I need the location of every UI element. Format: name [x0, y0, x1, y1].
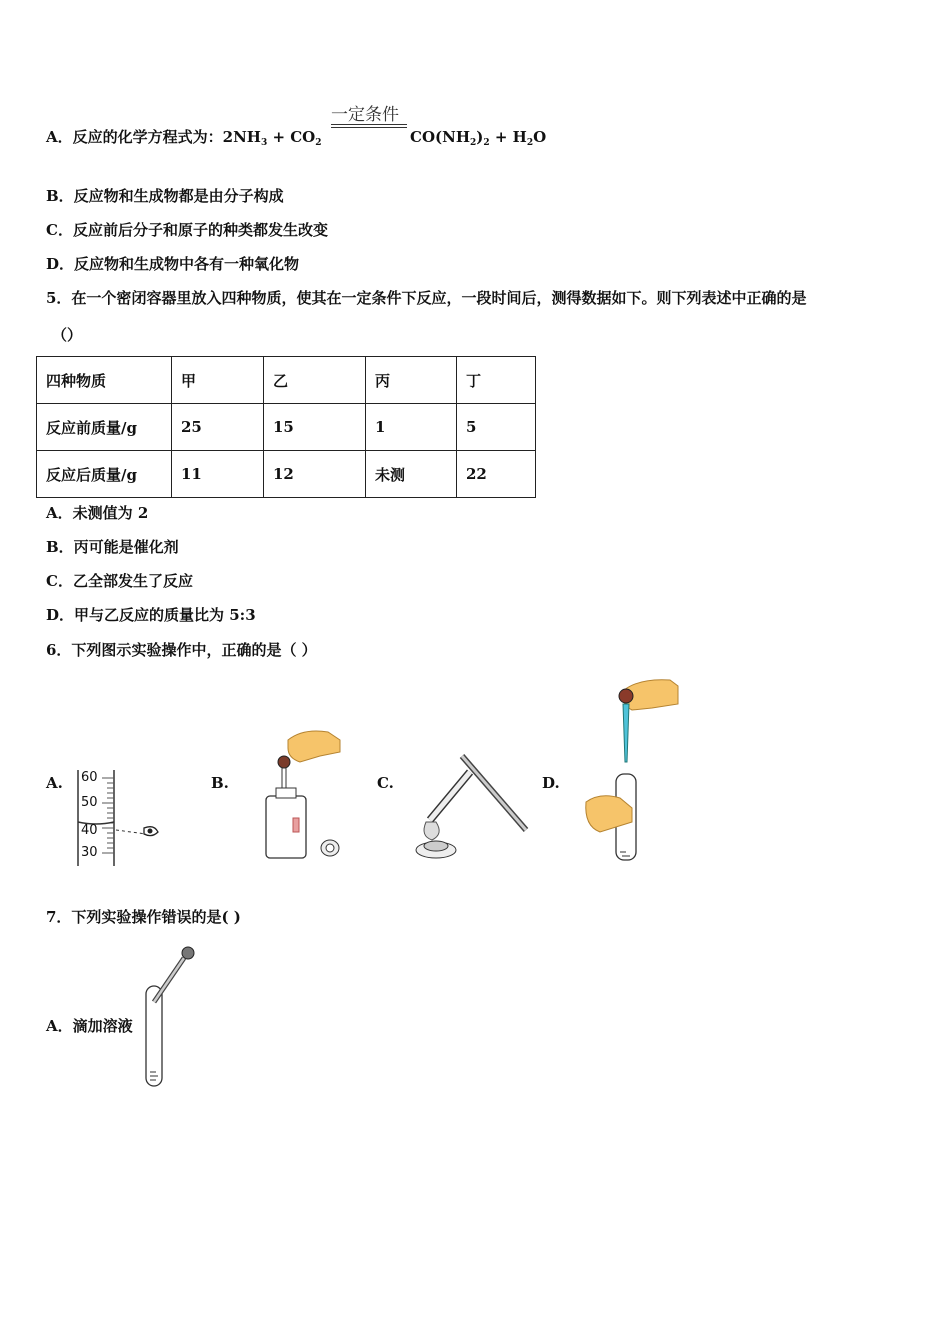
dropper-into-test-tube-icon: [580, 676, 680, 866]
q6-option-d-label[interactable]: D.: [542, 774, 560, 792]
dropper-tilted-into-tube-icon: [140, 942, 204, 1092]
table-cell: 反应前质量/g: [37, 404, 172, 451]
equation-arrow-bar-top: [331, 124, 407, 125]
q5-option-c[interactable]: C．乙全部发生了反应: [46, 572, 193, 590]
q4-option-a-product: $CO(NH_2)_2 + H_2O$: [410, 128, 547, 148]
table-row: [37, 451, 536, 498]
table-header-cell: 甲: [172, 357, 264, 404]
q5-stem: 5．在一个密闭容器里放入四种物质，使其在一定条件下反应，一段时间后，测得数据如下。则下列表述中正确的是: [46, 289, 807, 307]
q6-option-a-label[interactable]: A.: [46, 774, 63, 792]
table-cell: 25: [172, 404, 264, 451]
table-cell: 11: [172, 451, 264, 498]
table-header-cell: 丁: [457, 357, 536, 404]
equation-arrow-bar-bottom: [331, 127, 407, 128]
q6-figure-c-heating-tube: [410, 750, 535, 864]
q7-figure-a-dropping: [140, 942, 204, 1092]
table-header-cell: 乙: [264, 357, 366, 404]
q7-stem: 7．下列实验操作错误的是( ): [46, 908, 241, 926]
q6-figure-a-cylinder: [74, 768, 164, 868]
table-header-cell: 四种物质: [37, 357, 172, 404]
table-row: [37, 404, 536, 451]
reaction-condition: 一定条件: [331, 105, 399, 125]
q5-option-b[interactable]: B．丙可能是催化剂: [46, 538, 179, 556]
table-cell: 反应后质量/g: [37, 451, 172, 498]
q6-option-b-label[interactable]: B.: [211, 774, 229, 792]
table-cell: 未测: [366, 451, 457, 498]
q6-figure-b-dropper-bottle: [258, 726, 348, 864]
q5-blank: （）: [52, 326, 83, 344]
table-cell: 22: [457, 451, 536, 498]
table-header-row: [37, 357, 536, 404]
q6-option-c-label[interactable]: C.: [377, 774, 394, 792]
q6-figure-d-dropping: [580, 676, 680, 866]
q4-option-d[interactable]: D．反应物和生成物中各有一种氧化物: [46, 255, 300, 273]
cylinder-tick-40: 40: [81, 823, 98, 838]
dropper-bottle-icon: [258, 726, 348, 864]
alcohol-lamp-test-tube-icon: [410, 750, 535, 864]
q4-option-c[interactable]: C．反应前后分子和原子的种类都发生改变: [46, 221, 328, 239]
q6-stem: 6．下列图示实验操作中，正确的是（ ）: [46, 641, 317, 659]
cylinder-tick-30: 30: [81, 845, 98, 860]
table-cell: 12: [264, 451, 366, 498]
table-cell: 1: [366, 404, 457, 451]
q7-option-a[interactable]: A．滴加溶液: [46, 1017, 133, 1035]
q5-data-table: [36, 356, 536, 498]
cylinder-tick-60: 60: [81, 770, 98, 785]
q5-option-d[interactable]: D．甲与乙反应的质量比为 5:3: [46, 606, 256, 624]
q4-option-b[interactable]: B．反应物和生成物都是由分子构成: [46, 187, 284, 205]
q4-option-a[interactable]: A．反应的化学方程式为：$2NH_3 + CO_2$: [46, 128, 322, 148]
table-cell: 5: [457, 404, 536, 451]
q4-option-a-label: A．反应的化学方程式为：: [46, 128, 223, 146]
q5-option-a[interactable]: A．未测值为 2: [46, 504, 149, 522]
table-cell: 15: [264, 404, 366, 451]
table-header-cell: 丙: [366, 357, 457, 404]
cylinder-tick-50: 50: [81, 795, 98, 810]
